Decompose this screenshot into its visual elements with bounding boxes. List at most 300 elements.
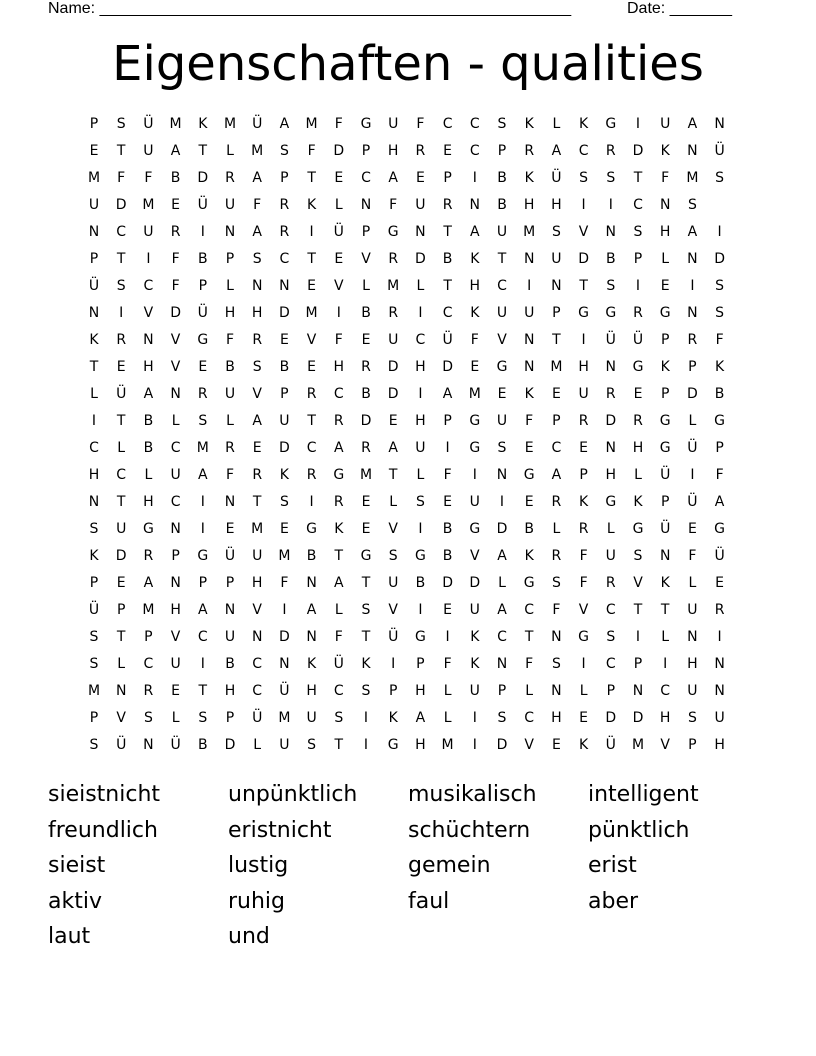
grid-letter: F — [144, 170, 153, 186]
grid-letter: E — [687, 521, 697, 537]
grid-letter: I — [472, 467, 477, 483]
grid-letter: R — [306, 386, 317, 402]
grid-letter: R — [252, 332, 263, 348]
grid-letter: R — [197, 386, 208, 402]
grid-letter: E — [279, 332, 289, 348]
grid-letter: I — [445, 629, 450, 645]
word-list-item: erist — [588, 853, 637, 878]
grid-letter: C — [143, 278, 154, 294]
grid-letter: R — [633, 305, 643, 321]
grid-letter: T — [443, 224, 452, 240]
grid-letter: M — [550, 359, 563, 375]
grid-letter: K — [633, 494, 643, 510]
grid-letter: U — [170, 656, 181, 672]
grid-letter: F — [416, 116, 425, 132]
grid-letter: I — [418, 521, 423, 537]
grid-letter: G — [632, 359, 644, 375]
grid-letter: Ü — [88, 278, 100, 294]
grid-letter: I — [717, 629, 722, 645]
grid-letter: N — [88, 305, 100, 321]
grid-letter: M — [631, 737, 645, 753]
grid-letter: H — [551, 710, 562, 726]
word-list-item: aktiv — [48, 888, 102, 914]
grid-letter: K — [579, 494, 589, 510]
grid-letter: L — [117, 440, 126, 456]
grid-letter: D — [360, 413, 372, 429]
grid-letter: Ü — [660, 467, 671, 483]
grid-letter: C — [116, 224, 127, 240]
grid-letter: T — [89, 359, 99, 375]
grid-letter: G — [496, 359, 508, 375]
grid-letter: L — [579, 683, 588, 699]
grid-letter: R — [551, 548, 562, 564]
grid-letter: P — [225, 710, 235, 726]
grid-letter: C — [660, 683, 671, 699]
grid-letter: K — [524, 386, 534, 402]
grid-letter: T — [116, 251, 126, 267]
grid-letter: F — [334, 332, 343, 348]
grid-letter: E — [198, 359, 208, 375]
word-list-item: und — [228, 924, 270, 949]
grid-letter: T — [361, 629, 371, 645]
grid-letter: K — [579, 116, 589, 132]
grid-letter: U — [252, 548, 263, 564]
grid-letter: P — [280, 170, 289, 186]
grid-letter: G — [197, 548, 209, 564]
grid-letter: S — [198, 710, 208, 726]
date-field[interactable]: Date: _______ — [627, 0, 732, 17]
grid-letter: E — [551, 386, 561, 402]
grid-letter: L — [661, 629, 670, 645]
grid-letter: C — [89, 440, 99, 456]
grid-letter: F — [334, 116, 343, 132]
grid-letter: S — [606, 629, 616, 645]
grid-letter: F — [525, 656, 534, 672]
word-list-item: faul — [408, 888, 450, 914]
grid-letter: R — [361, 359, 371, 375]
grid-letter: N — [115, 683, 127, 699]
grid-letter: B — [497, 197, 507, 213]
grid-letter: N — [143, 332, 154, 348]
grid-letter: U — [469, 494, 480, 510]
grid-letter: C — [605, 602, 616, 618]
grid-letter: G — [714, 413, 726, 429]
grid-letter: R — [252, 467, 263, 483]
grid-letter: Ü — [687, 494, 698, 510]
grid-letter: P — [443, 413, 452, 429]
grid-letter: Ü — [551, 170, 562, 186]
grid-letter: I — [472, 737, 477, 753]
grid-letter: T — [334, 737, 344, 753]
grid-letter: Ü — [252, 116, 263, 132]
grid-row — [84, 276, 734, 303]
grid-letter: T — [497, 251, 507, 267]
grid-letter: G — [605, 305, 617, 321]
grid-letter: S — [687, 197, 697, 213]
grid-letter: S — [307, 737, 317, 753]
grid-letter: B — [143, 440, 154, 456]
grid-letter: R — [605, 143, 616, 159]
grid-letter: K — [470, 629, 480, 645]
grid-letter: P — [715, 440, 724, 456]
grid-row — [84, 411, 734, 438]
grid-letter: N — [605, 359, 617, 375]
grid-letter: N — [360, 197, 372, 213]
grid-letter: L — [498, 575, 506, 591]
grid-letter: U — [143, 224, 154, 240]
grid-letter: N — [251, 278, 263, 294]
grid-letter: Ü — [605, 332, 616, 348]
grid-letter: Ü — [224, 548, 236, 564]
grid-letter: G — [578, 305, 590, 321]
grid-letter: F — [171, 251, 180, 267]
grid-letter: G — [523, 467, 535, 483]
grid-letter: U — [469, 683, 480, 699]
grid-letter: L — [334, 602, 343, 618]
grid-letter: C — [633, 197, 643, 213]
word-list-item: laut — [48, 924, 91, 949]
grid-letter: I — [119, 305, 124, 321]
grid-letter: B — [442, 521, 453, 537]
grid-letter: E — [225, 521, 235, 537]
grid-letter: E — [660, 278, 670, 294]
grid-letter: V — [252, 386, 262, 402]
grid-row — [84, 195, 734, 222]
grid-letter: E — [524, 494, 534, 510]
grid-row — [84, 681, 734, 708]
grid-row — [84, 357, 734, 384]
grid-letter: Ü — [197, 197, 208, 213]
grid-letter: C — [578, 143, 589, 159]
grid-letter: H — [143, 359, 154, 375]
word-list-item: schüchtern — [408, 817, 531, 843]
grid-row — [84, 546, 734, 573]
grid-letter: N — [224, 602, 236, 618]
grid-letter: D — [578, 251, 589, 267]
grid-letter: F — [307, 143, 316, 159]
grid-letter: R — [388, 305, 399, 321]
grid-letter: N — [687, 305, 698, 321]
grid-letter: B — [279, 359, 290, 375]
grid-letter: N — [523, 332, 535, 348]
grid-letter: R — [143, 548, 154, 564]
grid-letter: H — [251, 305, 263, 321]
grid-row — [84, 114, 734, 141]
grid-letter: L — [443, 710, 452, 726]
grid-letter: H — [224, 683, 236, 699]
grid-letter: U — [415, 197, 426, 213]
grid-letter: S — [415, 494, 425, 510]
grid-letter: E — [334, 170, 344, 186]
grid-letter: I — [581, 332, 586, 348]
grid-letter: M — [196, 440, 209, 456]
grid-row — [84, 654, 734, 681]
grid-letter: C — [333, 386, 344, 402]
grid-letter: B — [497, 170, 507, 186]
grid-letter: I — [363, 737, 369, 753]
grid-letter: D — [279, 629, 290, 645]
grid-letter: R — [306, 467, 317, 483]
grid-letter: E — [116, 575, 126, 591]
grid-letter: G — [659, 440, 671, 456]
word-list-item: pünktlich — [588, 817, 690, 843]
grid-letter: B — [442, 548, 453, 564]
grid-letter: F — [117, 170, 126, 186]
grid-row — [84, 465, 734, 492]
grid-letter: A — [551, 467, 562, 483]
grid-letter: S — [361, 602, 371, 618]
grid-letter: Ü — [442, 332, 453, 348]
grid-letter: D — [224, 737, 236, 753]
grid-letter: G — [469, 440, 481, 456]
grid-letter: T — [116, 629, 126, 645]
word-list-item: lustig — [228, 853, 289, 878]
grid-letter: E — [252, 440, 262, 456]
grid-letter: V — [170, 332, 181, 348]
grid-letter: B — [524, 521, 534, 537]
grid-letter: H — [143, 494, 154, 510]
grid-letter: G — [578, 629, 590, 645]
grid-letter: B — [605, 251, 616, 267]
grid-letter: E — [497, 386, 507, 402]
grid-letter: R — [714, 602, 725, 618]
grid-letter: D — [387, 386, 399, 402]
grid-letter: R — [605, 386, 616, 402]
grid-letter: L — [389, 494, 398, 510]
grid-letter: I — [472, 170, 477, 186]
grid-letter: L — [90, 386, 98, 402]
grid-letter: U — [524, 305, 535, 321]
grid-letter: E — [279, 521, 289, 537]
grid-letter: K — [660, 575, 670, 591]
grid-letter: L — [416, 278, 425, 294]
grid-letter: C — [497, 278, 507, 294]
word-list-item: freundlich — [48, 817, 158, 843]
word-list-item: sieistnicht — [48, 782, 161, 807]
grid-letter: P — [660, 494, 670, 510]
grid-letter: U — [388, 332, 399, 348]
grid-letter: N — [170, 521, 181, 537]
grid-letter: U — [170, 467, 181, 483]
grid-letter: U — [605, 548, 616, 564]
grid-letter: F — [171, 278, 180, 294]
grid-letter: U — [388, 575, 399, 591]
grid-letter: P — [89, 575, 99, 591]
grid-letter: A — [279, 116, 290, 132]
grid-letter: C — [116, 467, 127, 483]
grid-letter: F — [443, 656, 452, 672]
grid-letter: H — [306, 683, 317, 699]
grid-letter: H — [578, 359, 589, 375]
grid-letter: F — [552, 602, 561, 618]
grid-letter: S — [89, 737, 99, 753]
grid-letter: U — [388, 116, 399, 132]
grid-letter: I — [663, 656, 668, 672]
grid-letter: Ü — [170, 737, 181, 753]
grid-letter: C — [333, 683, 344, 699]
grid-row — [84, 735, 734, 762]
grid-letter: Ü — [632, 332, 644, 348]
grid-letter: E — [470, 359, 480, 375]
grid-letter: N — [415, 224, 426, 240]
grid-letter: E — [633, 386, 643, 402]
grid-letter: P — [416, 656, 425, 672]
grid-letter: L — [362, 278, 370, 294]
grid-letter: C — [197, 629, 208, 645]
grid-letter: R — [116, 332, 127, 348]
grid-row — [84, 222, 734, 249]
grid-letter: U — [496, 305, 508, 321]
grid-letter: R — [633, 413, 643, 429]
grid-letter: G — [523, 575, 535, 591]
grid-letter: T — [524, 629, 534, 645]
grid-letter: U — [551, 251, 562, 267]
grid-letter: Ü — [143, 116, 154, 132]
grid-letter: B — [415, 575, 426, 591]
grid-letter: H — [251, 575, 263, 591]
grid-letter: G — [360, 548, 372, 564]
grid-letter: I — [635, 116, 641, 132]
grid-letter: E — [361, 332, 371, 348]
grid-letter: I — [91, 413, 97, 429]
grid-letter: U — [415, 440, 426, 456]
word-list-item: intelligent — [588, 782, 699, 807]
grid-letter: U — [279, 737, 290, 753]
grid-letter: D — [387, 359, 399, 375]
grid-letter: U — [687, 602, 698, 618]
grid-letter: T — [552, 332, 561, 348]
grid-letter: P — [89, 116, 99, 132]
grid-letter: T — [307, 251, 316, 267]
grid-letter: P — [225, 575, 235, 591]
grid-letter: H — [170, 602, 181, 618]
grid-letter: D — [115, 197, 127, 213]
grid-letter: D — [442, 575, 453, 591]
grid-letter: B — [143, 413, 154, 429]
grid-letter: M — [278, 548, 291, 564]
grid-letter: Ü — [116, 386, 127, 402]
grid-letter: G — [360, 116, 372, 132]
grid-letter: S — [89, 521, 99, 537]
grid-letter: U — [469, 602, 480, 618]
grid-letter: R — [551, 494, 562, 510]
grid-letter: I — [581, 656, 586, 672]
grid-row — [84, 168, 734, 195]
grid-letter: V — [306, 332, 317, 348]
grid-letter: B — [170, 170, 181, 186]
word-list-item: unpünktlich — [228, 782, 358, 807]
grid-letter: T — [579, 278, 588, 294]
grid-letter: F — [525, 413, 534, 429]
grid-letter: V — [388, 602, 398, 618]
grid-letter: R — [687, 332, 698, 348]
grid-letter: U — [578, 386, 589, 402]
grid-letter: K — [198, 116, 208, 132]
grid-letter: P — [688, 737, 697, 753]
grid-letter: C — [551, 440, 562, 456]
grid-letter: I — [527, 278, 532, 294]
grid-letter: L — [226, 278, 234, 294]
grid-letter: I — [200, 521, 205, 537]
grid-letter: L — [552, 521, 561, 537]
grid-letter: A — [198, 602, 208, 618]
grid-letter: A — [388, 440, 398, 456]
grid-letter: S — [279, 494, 289, 510]
grid-letter: M — [278, 710, 291, 726]
grid-letter: K — [307, 197, 317, 213]
header-line — [48, 0, 748, 20]
grid-letter: K — [470, 251, 480, 267]
grid-letter: A — [687, 116, 698, 132]
grid-letter: G — [659, 305, 671, 321]
grid-letter: M — [305, 116, 318, 132]
grid-letter: L — [253, 737, 262, 753]
grid-letter: A — [687, 224, 698, 240]
grid-letter: I — [282, 602, 287, 618]
grid-letter: G — [605, 116, 617, 132]
grid-row — [84, 627, 734, 654]
grid-letter: F — [688, 548, 697, 564]
grid-letter: P — [552, 305, 561, 321]
grid-letter: C — [605, 656, 616, 672]
grid-letter: V — [170, 629, 181, 645]
grid-letter: C — [170, 494, 181, 510]
grid-letter: V — [143, 305, 154, 321]
grid-letter: D — [496, 737, 508, 753]
grid-letter: H — [224, 305, 236, 321]
grid-letter: B — [361, 305, 371, 321]
grid-letter: N — [88, 224, 100, 240]
grid-letter: H — [659, 224, 671, 240]
grid-letter: B — [197, 737, 208, 753]
word-list-item: musikalisch — [408, 782, 537, 807]
grid-letter: E — [307, 278, 317, 294]
grid-letter: N — [714, 116, 725, 132]
grid-letter: R — [333, 494, 344, 510]
grid-letter: N — [605, 440, 617, 456]
grid-letter: N — [523, 359, 535, 375]
grid-letter: M — [251, 143, 264, 159]
grid-letter: D — [197, 170, 209, 186]
grid-letter: V — [578, 224, 589, 240]
grid-letter: R — [524, 143, 535, 159]
grid-letter: M — [686, 170, 699, 186]
grid-letter: P — [633, 656, 643, 672]
grid-letter: B — [306, 548, 317, 564]
grid-letter: I — [336, 305, 341, 321]
grid-letter: V — [116, 710, 126, 726]
grid-letter: Ü — [116, 737, 127, 753]
grid-letter: D — [170, 305, 181, 321]
grid-letter: U — [306, 710, 317, 726]
grid-letter: C — [170, 440, 181, 456]
word-search-grid — [84, 114, 734, 762]
grid-letter: S — [89, 629, 99, 645]
grid-letter: I — [581, 197, 586, 213]
grid-letter: S — [551, 224, 561, 240]
grid-letter: H — [415, 683, 426, 699]
grid-row — [84, 600, 734, 627]
grid-letter: K — [524, 116, 534, 132]
grid-letter: T — [633, 170, 643, 186]
grid-letter: P — [198, 278, 208, 294]
grid-letter: H — [387, 143, 399, 159]
name-field[interactable]: Name: _____________________________________________________ — [48, 0, 572, 17]
grid-letter: A — [714, 494, 725, 510]
grid-row — [84, 141, 734, 168]
grid-letter: A — [198, 467, 208, 483]
grid-letter: R — [225, 440, 235, 456]
